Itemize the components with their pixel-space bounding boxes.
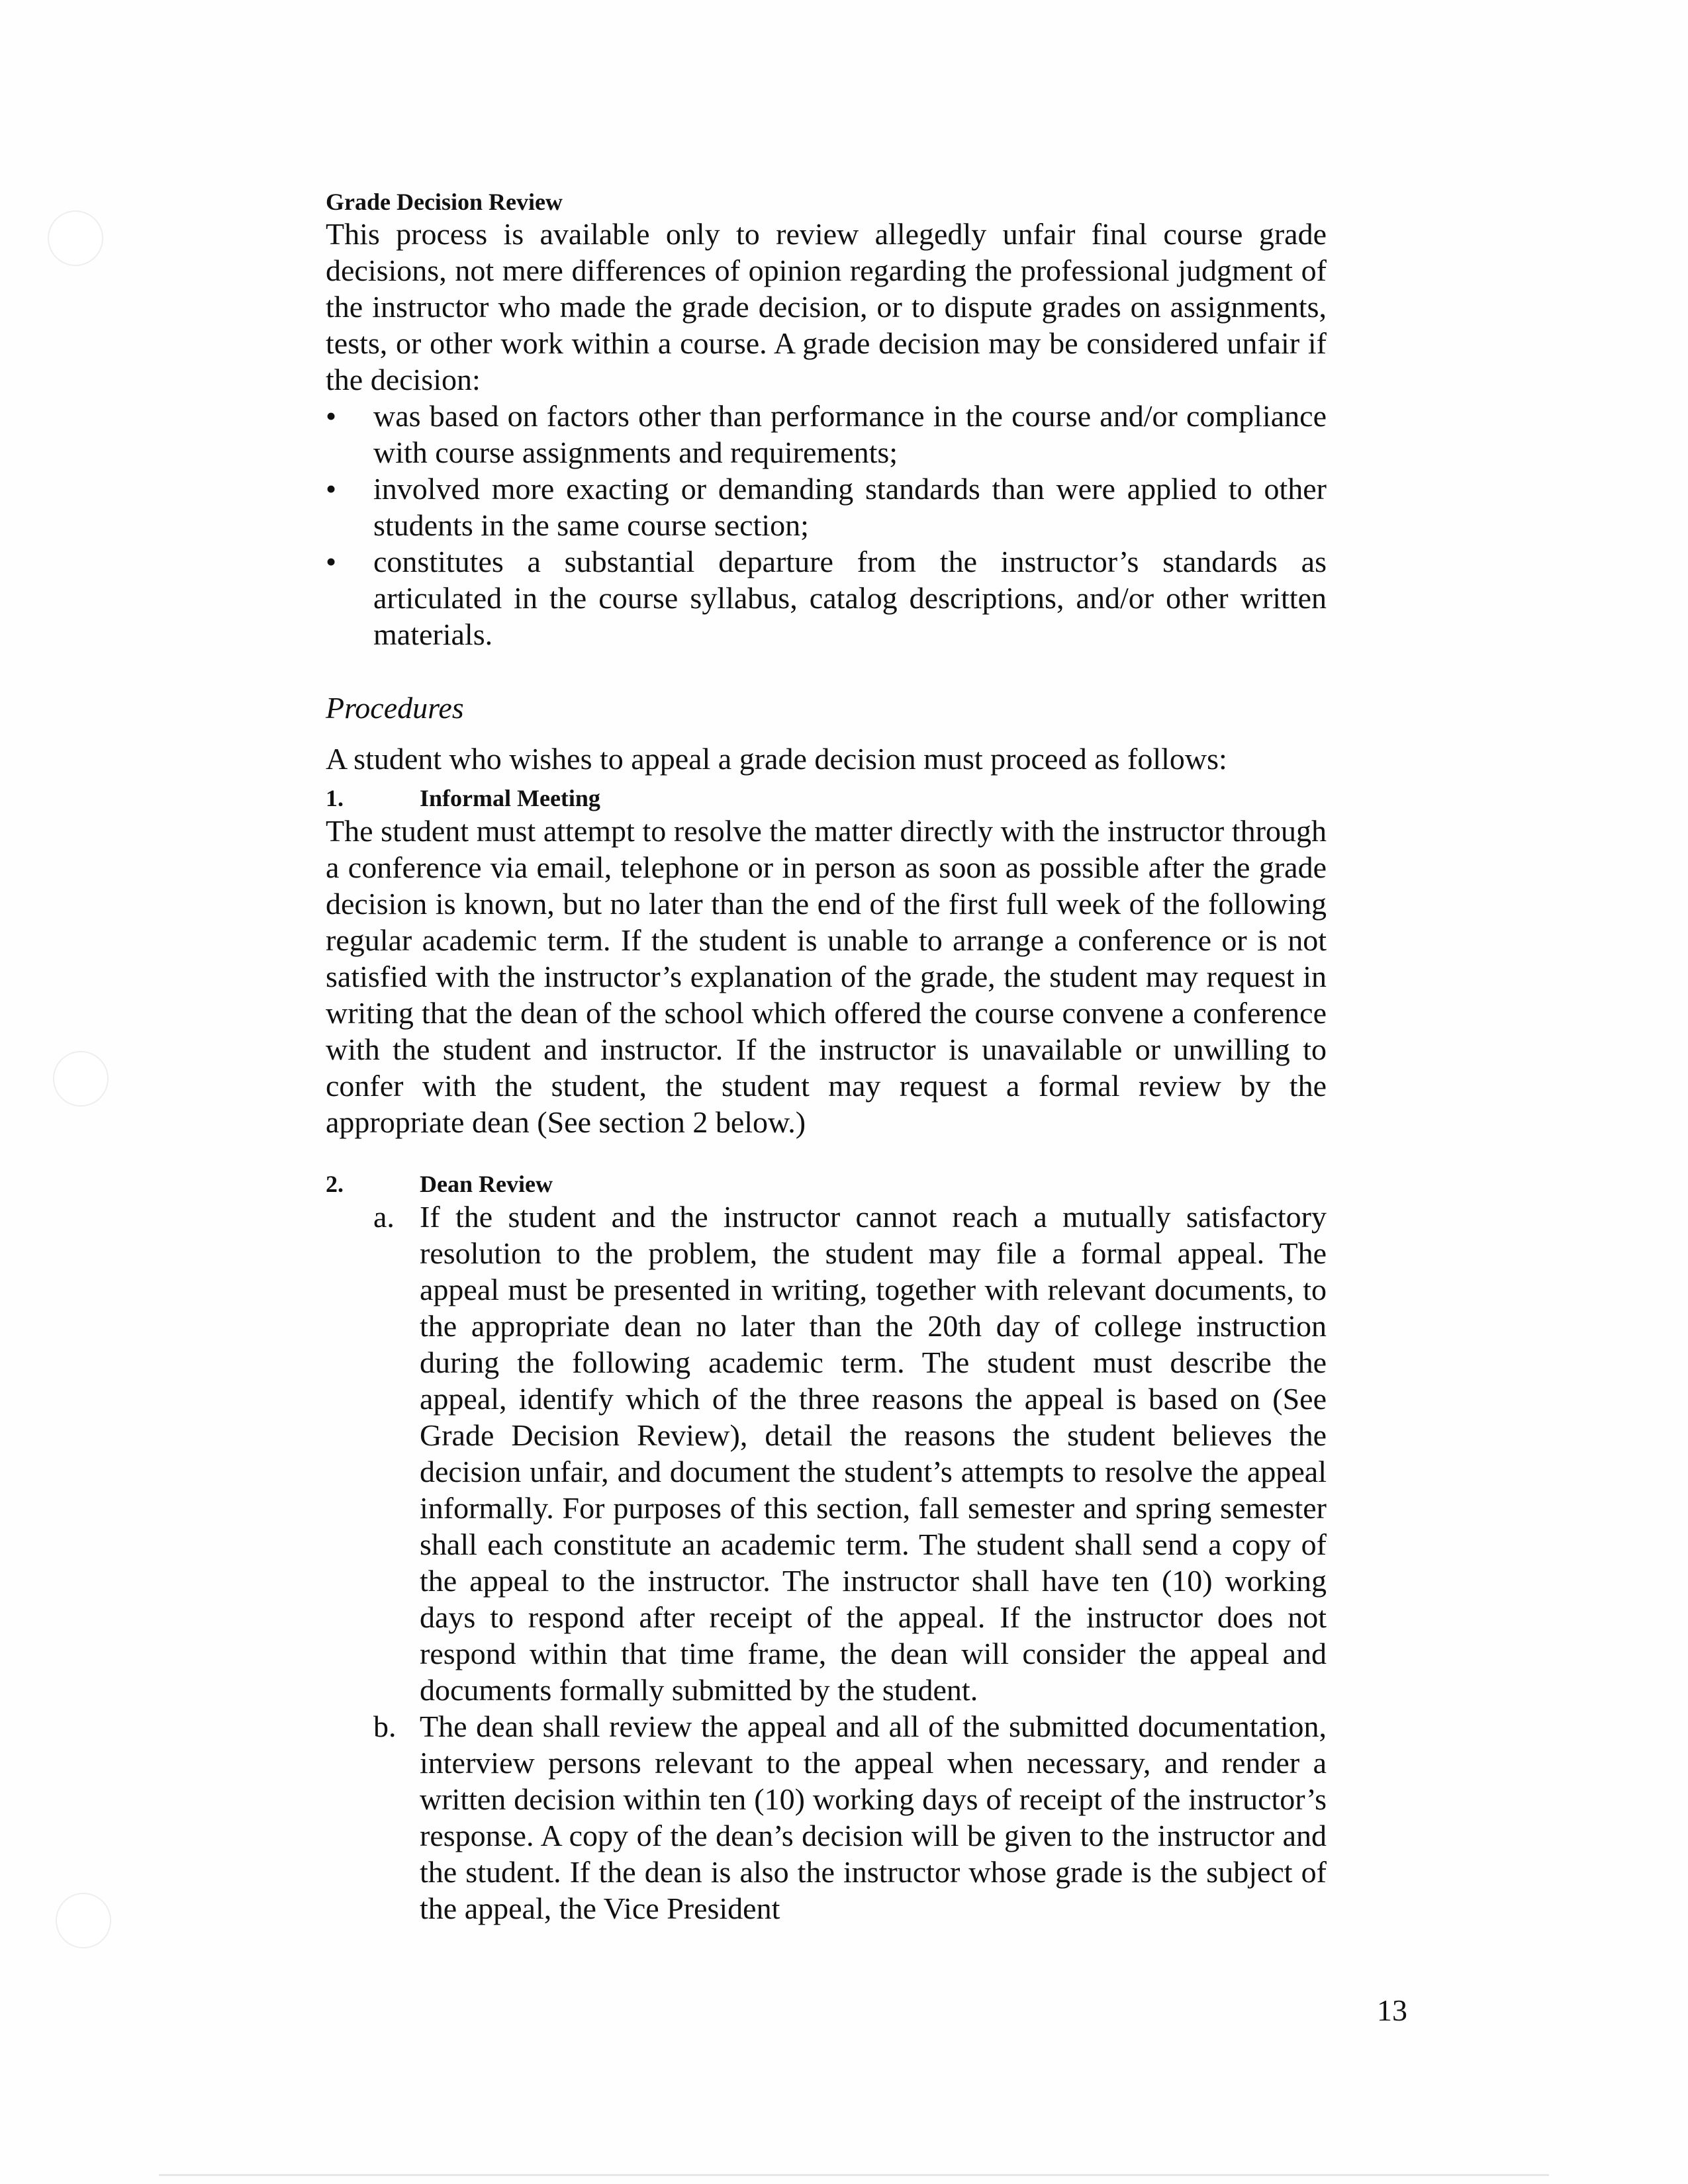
procedures-heading: Procedures <box>326 691 464 725</box>
procedures-intro: A student who wishes to appeal a grade decision must proceed as follows: <box>326 742 1227 776</box>
section-heading: Grade Decision Review <box>326 189 563 215</box>
list-item <box>326 1708 1327 1927</box>
list-item-text: The dean shall review the appeal and all of the submitted documentation, interview persons relevant to the appeal when necessary, and render a written decision within ten (10) working days of receipt of the instructor’s response. A copy of the dean’s decision will be given to the instructor and the student. If the dean is also the instructor whose grade is the subject of the appeal, the Vice President <box>420 1709 1327 1925</box>
spacer <box>326 1140 1327 1169</box>
list-item <box>326 543 1327 653</box>
list-item-text: involved more exacting or demanding standards than were applied to other students in the same course section; <box>373 472 1327 542</box>
list-item <box>326 398 1327 471</box>
list-item <box>326 1199 1327 1708</box>
bullet-icon: • <box>326 472 337 506</box>
step-2-heading <box>326 1169 1327 1199</box>
step-1-title: Informal Meeting <box>420 785 600 811</box>
list-item-text: constitutes a substantial departure from the instructor’s standards as articulated in the course syllabus, catalog descriptions, and/or other written materials. <box>373 545 1327 651</box>
page-number: 13 <box>1377 1993 1407 2027</box>
list-item <box>326 471 1327 543</box>
item-letter: b. <box>373 1709 397 1743</box>
unfair-criteria-list <box>326 398 1327 653</box>
bullet-icon: • <box>326 545 337 578</box>
page-content <box>326 188 1327 1927</box>
punch-hole-top <box>48 210 103 266</box>
list-item-text: was based on factors other than performance in the course and/or compliance with course assignments and requirements; <box>373 399 1327 469</box>
dean-review-list <box>326 1199 1327 1927</box>
punch-hole-middle <box>53 1051 109 1107</box>
scan-edge-line <box>159 2174 1549 2176</box>
step-1-number: 1. <box>326 785 344 811</box>
step-2-title: Dean Review <box>420 1171 553 1197</box>
punch-hole-bottom <box>56 1893 111 1948</box>
item-letter: a. <box>373 1200 395 1234</box>
list-item-text: If the student and the instructor cannot reach a mutually satisfactory resolution to the problem, the student may file a formal appeal. The appeal must be presented in writing, together with relevant documents, to the appropriate dean no later than the 20th day of college instruction during the following academic term. The student must describe the appeal, identify which of the three reasons the appeal is based on (See Grade Decision Review), detail the reasons the student believes the decision unfair, and document the student’s attempts to resolve the appeal informally. For purposes of this section, fall semester and spring semester shall each constitute an academic term. The student shall send a copy of the appeal to the instructor. The instructor shall have ten (10) working days to respond after receipt of the appeal. If the instructor does not respond within that time frame, the dean will consider the appeal and documents formally submitted by the student. <box>420 1200 1327 1707</box>
step-1-text: The student must attempt to resolve the matter directly with the instructor through a conference via email, telephone or in person as soon as possible after the grade decision is known, but no later than the end of the first full week of the following regular academic term. If the student is unable to arrange a conference or is not satisfied with the instructor’s explanation of the grade, the student may request in writing that the dean of the school which offered the course convene a conference with the student and instructor. If the instructor is unavailable or unwilling to confer with the student, the student may request a formal review by the appropriate dean (See section 2 below.) <box>326 814 1327 1139</box>
section-intro: This process is available only to review allegedly unfair final course grade decisions, not mere differences of opinion regarding the professional judgment of the instructor who made the grade decision, or to dispute grades on assignments, tests, or other work within a course. A grade decision may be considered unfair if the decision: <box>326 217 1327 396</box>
bullet-icon: • <box>326 399 337 433</box>
step-1-heading <box>326 784 1327 813</box>
step-2-number: 2. <box>326 1171 344 1197</box>
